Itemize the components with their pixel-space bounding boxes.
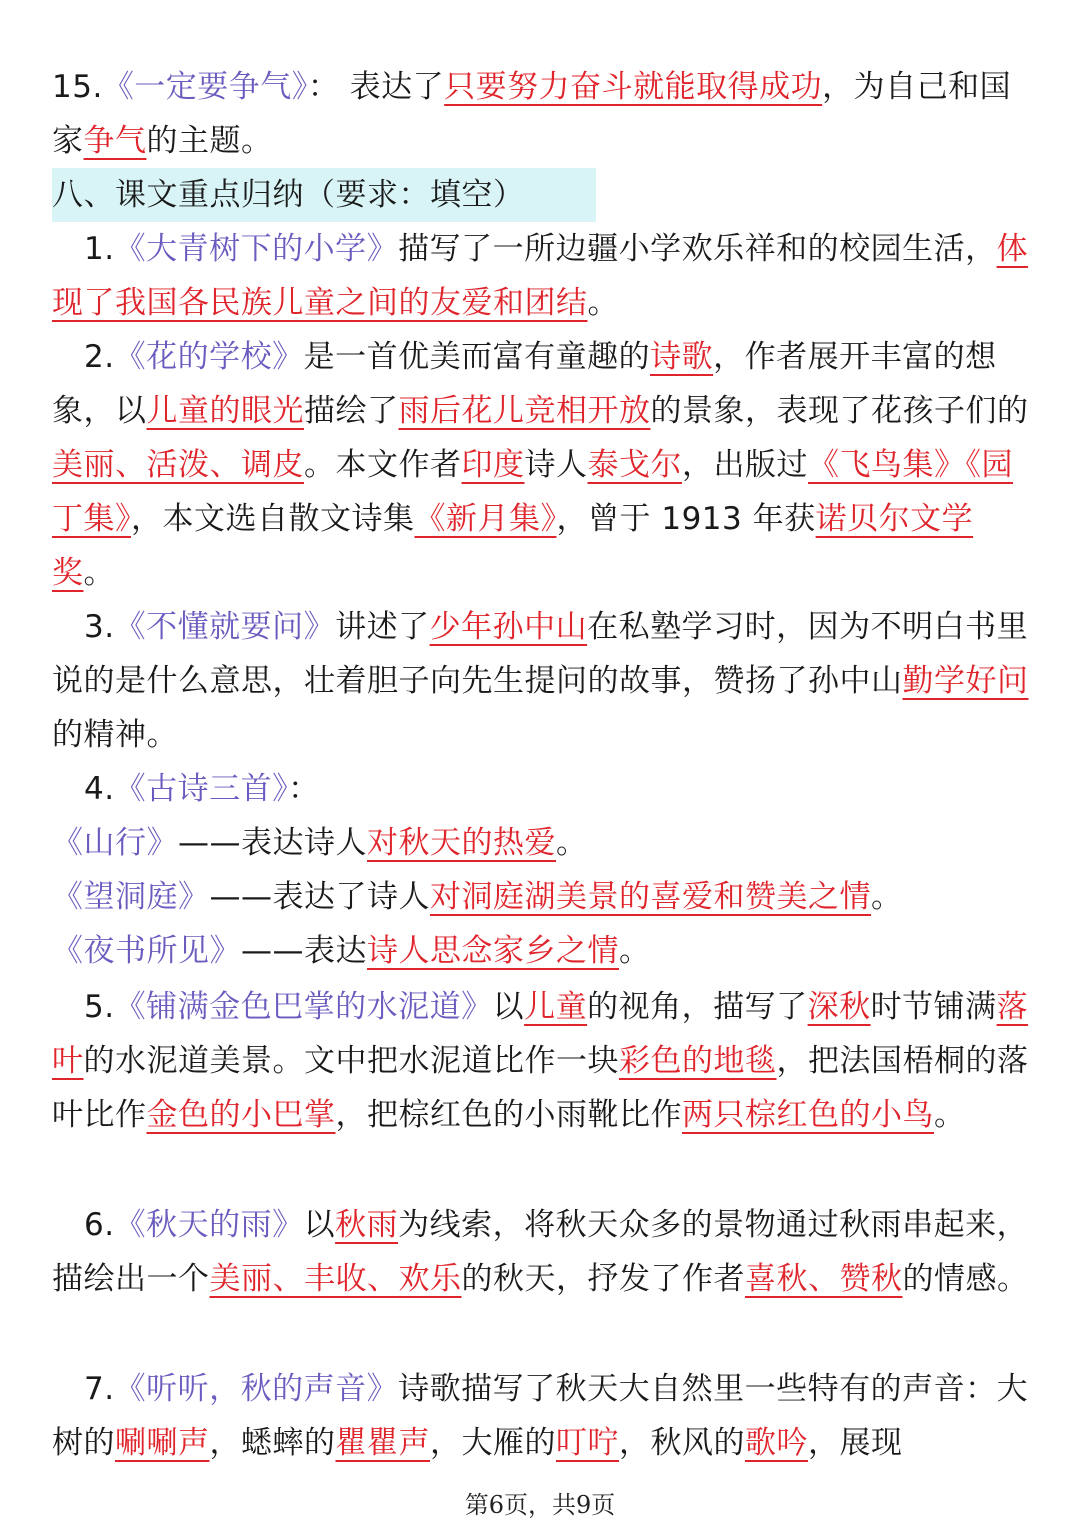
answer-blank: 落叶 [52, 989, 1029, 1079]
text-plain: 的主题。 [146, 123, 273, 159]
item-number: 7. [84, 1371, 115, 1407]
answer-blank: 深秋 [807, 989, 871, 1025]
item-7 [52, 1362, 1032, 1470]
text-plain: 的秋天，抒发了作者 [461, 1261, 745, 1297]
answer-blank: 雨后花儿竞相开放 [398, 393, 651, 429]
text-plain: ——表达诗人 [178, 825, 367, 861]
answer-blank: 对秋天的热爱 [367, 825, 556, 861]
answer-blank: 叮咛 [556, 1425, 619, 1461]
text-plain: 诗人 [524, 447, 588, 483]
text-title: 《不懂就要问》 [114, 609, 336, 645]
text-plain: 。 [587, 285, 619, 321]
item-number: 1. [84, 231, 115, 267]
item-number: 4. [84, 771, 115, 807]
answer-blank: 体现了我国各民族儿童之间的友爱和团结 [52, 231, 1029, 321]
item-number: 2. [84, 339, 115, 375]
answer-blank: 对洞庭湖美景的喜爱和赞美之情 [430, 879, 871, 915]
text-plain: 诗歌描写了秋天大自然里一些特有的声音：大树的 [52, 1371, 1029, 1461]
answer-blank: 勤学好问 [902, 663, 1029, 699]
answer-blank: 彩色的地毯 [619, 1043, 777, 1079]
answer-blank: 儿童 [524, 989, 588, 1025]
text-plain: ，把棕红色的小雨靴比作 [335, 1097, 682, 1133]
text-plain: 在私塾学习时，因为不明白书里说的是什么意思，壮着胆子向先生提问的故事，赞扬了孙中山 [52, 609, 1029, 699]
text-plain: 。 [871, 879, 903, 915]
text-plain: 。 [83, 555, 115, 591]
answer-blank: 印度 [461, 447, 525, 483]
item-1 [52, 222, 1032, 330]
item-5 [52, 980, 1032, 1142]
answer-blank: 两只棕红色的小鸟 [682, 1097, 934, 1133]
item-2 [52, 330, 1032, 600]
answer-blank: 儿童的眼光 [146, 393, 304, 429]
answer-blank: 歌吟 [745, 1425, 808, 1461]
text-plain: 讲述了 [335, 609, 430, 645]
text-plain: ，曾于 1913 年获 [556, 501, 816, 537]
text-plain: ，秋风的 [619, 1425, 745, 1461]
item-4 [52, 762, 1032, 816]
item-number: 5. [84, 989, 115, 1025]
answer-blank: 争气 [83, 123, 147, 159]
text-plain: 以 [492, 989, 525, 1025]
text-plain: 的水泥道美景。文中把水泥道比作一块 [83, 1043, 619, 1079]
item-6 [52, 1198, 1032, 1306]
text-plain: 的情感。 [902, 1261, 1029, 1297]
answer-blank: 少年孙中山 [429, 609, 588, 645]
text-plain: 。本文作者 [304, 447, 462, 483]
text-plain: 时节铺满 [870, 989, 997, 1025]
text-plain: ： [288, 771, 320, 807]
item-number: 15. [52, 69, 103, 105]
text-plain: ，把法国梧桐的落叶比作 [52, 1043, 1029, 1133]
answer-blank: 泰戈尔 [587, 447, 682, 483]
text-plain: ，为自己和国家 [52, 69, 1012, 159]
answer-blank: 喜秋、赞秋 [745, 1261, 903, 1297]
item-4-poem-2 [52, 870, 1032, 924]
item-4-poem-3 [52, 924, 1032, 978]
text-title: 《望洞庭》 [52, 879, 210, 915]
answer-blank: 《新月集》 [414, 501, 557, 537]
text-plain: ——表达 [241, 933, 367, 969]
item-number: 6. [84, 1207, 115, 1243]
text-title: 《大青树下的小学》 [114, 231, 399, 267]
text-plain: 描写了一所边疆小学欢乐祥和的校园生活， [398, 231, 997, 267]
text-plain: ，本文选自散文诗集 [131, 501, 415, 537]
text-plain: ，大雁的 [430, 1425, 556, 1461]
text-plain: 。 [934, 1097, 966, 1133]
text-title: 《听听，秋的声音》 [114, 1371, 399, 1407]
text-title: 《秋天的雨》 [114, 1207, 304, 1243]
text-title: 《古诗三首》 [114, 771, 289, 807]
heading-text: 八、课文重点归纳（要求：填空） [52, 177, 525, 213]
text-plain: ，出版过 [682, 447, 808, 483]
item-15 [52, 60, 1032, 168]
text-plain: 。 [556, 825, 588, 861]
answer-blank: 秋雨 [335, 1207, 399, 1243]
text-plain: 的视角，描写了 [587, 989, 808, 1025]
text-plain: ： 表达了 [307, 69, 445, 105]
text-plain: 以 [303, 1207, 336, 1243]
text-plain: ，蟋蟀的 [209, 1425, 336, 1461]
item-4-poem-1 [52, 816, 1032, 870]
answer-blank: 美丽、丰收、欢乐 [209, 1261, 462, 1297]
text-plain: 的景象，表现了花孩子们的 [650, 393, 1029, 429]
answer-blank: 美丽、活泼、调皮 [52, 447, 304, 483]
text-plain: ，展现 [808, 1425, 903, 1461]
answer-blank: 瞿瞿声 [335, 1425, 430, 1461]
text-title: 《一定要争气》 [102, 69, 308, 105]
text-plain: ，作者展开丰富的想象，以 [52, 339, 997, 429]
page-footer: 第6页，共9页 [464, 1491, 616, 1519]
text-plain: 的精神。 [52, 717, 178, 753]
answer-blank: 《飞鸟集》《园丁集》 [52, 447, 1013, 537]
text-plain: 。 [619, 933, 651, 969]
answer-blank: 诗人思念家乡之情 [367, 933, 619, 969]
text-title: 《花的学校》 [114, 339, 304, 375]
text-title: 《铺满金色巴掌的水泥道》 [114, 989, 493, 1025]
item-3 [52, 600, 1032, 762]
text-plain: 是一首优美而富有童趣的 [303, 339, 651, 375]
answer-blank: 金色的小巴掌 [146, 1097, 336, 1133]
text-plain: ——表达了诗人 [209, 879, 430, 915]
text-plain: 为线索，将秋天众多的景物通过秋雨串起来，描绘出一个 [52, 1207, 1029, 1297]
answer-blank: 唰唰声 [115, 1425, 210, 1461]
section-heading [52, 168, 1032, 222]
answer-blank: 诺贝尔文学奖 [52, 501, 974, 591]
answer-blank: 只要努力奋斗就能取得成功 [444, 69, 823, 105]
text-title: 《山行》 [52, 825, 178, 861]
answer-blank: 诗歌 [650, 339, 714, 375]
text-plain: 描绘了 [304, 393, 399, 429]
item-number: 3. [84, 609, 115, 645]
text-title: 《夜书所见》 [52, 933, 241, 969]
